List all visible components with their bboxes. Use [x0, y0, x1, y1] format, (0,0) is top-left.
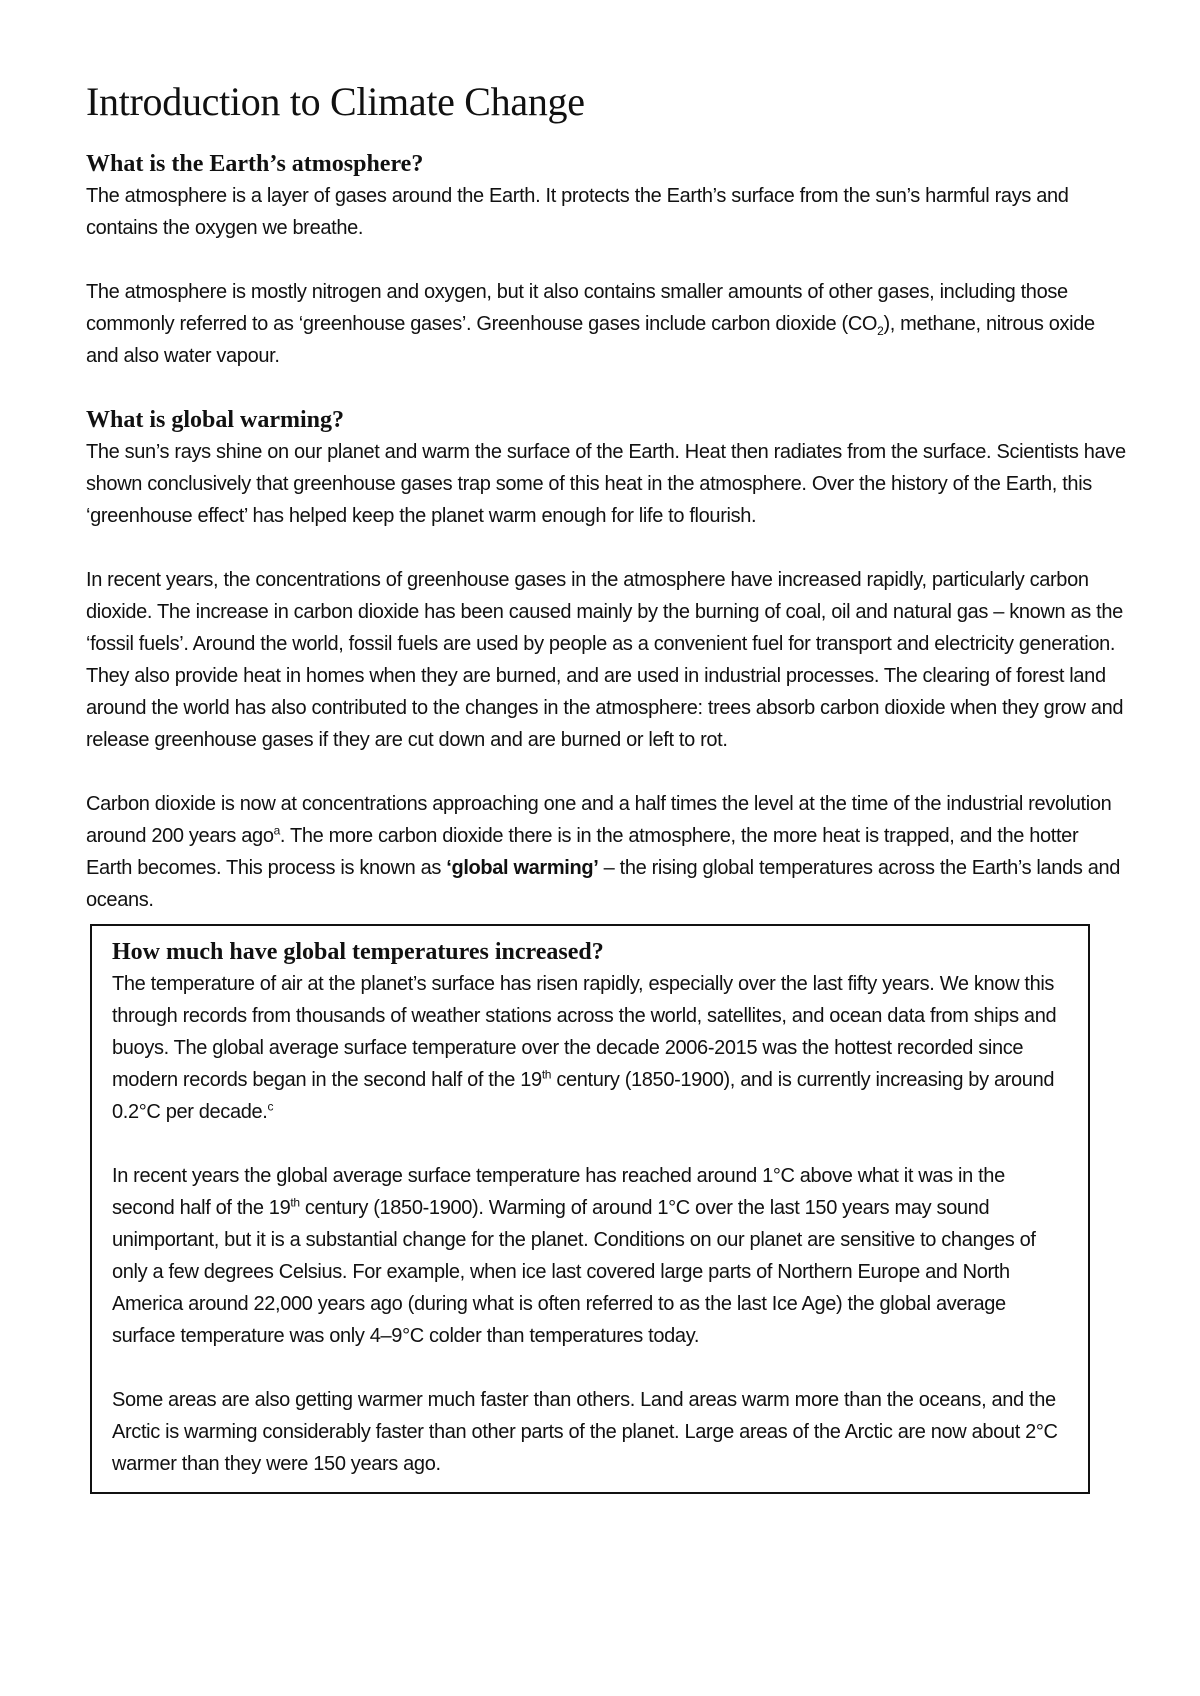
global-warming-paragraph-1: The sun’s rays shine on our planet and warm the surface of the Earth. Heat then radiates from the surface. Scientists have shown conclusively that greenhouse gases trap some of this heat in the atmosphere. Over the history of the Earth, this ‘greenhouse effect’ has helped keep the planet warm enough for life to flourish. — [86, 441, 1126, 527]
global-warming-paragraph-2: In recent years, the concentrations of greenhouse gases in the atmosphere have increased rapidly, particularly carbon dioxide. The increase in carbon dioxide has been caused mainly by the burning of coal, oil and natural gas – known as the ‘fossil fuels’. Around the world, fossil fuels are used by people as a convenient fuel for transport and electricity generation. They also provide heat in homes when they are burned, and are used in industrial processes. The clearing of forest land around the world has also contributed to the changes in the atmosphere: trees absorb carbon dioxide when they grow and release greenhouse gases if they are cut down and are burned or left to rot. — [86, 569, 1124, 751]
atmosphere-paragraph-2 — [86, 276, 1126, 372]
footnote-c-marker: c — [267, 1099, 274, 1114]
document-page — [86, 78, 1126, 1494]
box-paragraph-1-text-a: The temperature of air at the planet’s surface has risen rapidly, especially over the last fifty years. We know this through records from thousands of weather stations across the world, satellites, and ocean data from ships and buoys. The global average surface temperature over the decade 2006-2015 was the hottest recorded since modern records began in the second half of the 19 — [112, 973, 1057, 1091]
global-warming-paragraph-3-text-c: – the rising global temperatures across the Earth’s lands and oceans. — [86, 857, 1121, 911]
co2-subscript: 2 — [877, 324, 884, 338]
ordinal-suffix: th — [541, 1067, 552, 1082]
box-paragraph-2-text-a: In recent years the global average surface temperature has reached around 1°C above what it was in the second half of the 19 — [112, 1165, 1005, 1219]
box-paragraph-1-text-b: century (1850-1900), and is currently increasing by around 0.2°C per decade. — [112, 1069, 1055, 1123]
box-paragraph-2-text-b: century (1850-1900). Warming of around 1°C over the last 150 years may sound unimportant, but it is a substantial change for the planet. Conditions on our planet are sensitive to changes of only a few degrees Celsius. For example, when ice last covered large parts of Northern Europe and North America around 22,000 years ago (during what is often referred to as the last Ice Age) the global average surface temperature was only 4–9°C colder than temperatures today. — [112, 1197, 1036, 1347]
atmosphere-paragraph-2-text-b: ), methane, nitrous oxide and also water vapour. — [86, 313, 1095, 367]
section-heading-global-warming: What is global warming? — [86, 407, 345, 433]
atmosphere-paragraph-1: The atmosphere is a layer of gases around the Earth. It protects the Earth’s surface from the sun’s harmful rays and contains the oxygen we breathe. — [86, 185, 1069, 239]
footnote-a-marker: a — [273, 823, 280, 838]
box-paragraph-3: Some areas are also getting warmer much faster than others. Land areas warm more than the oceans, and the Arctic is warming considerably faster than other parts of the planet. Large areas of the Arctic are now about 2°C warmer than they were 150 years ago. — [112, 1389, 1058, 1475]
global-warming-paragraph-3-text-a: Carbon dioxide is now at concentrations approaching one and a half times the level at the time of the industrial revolution around 200 years ago — [86, 793, 1112, 847]
box-paragraph-2 — [112, 1160, 1072, 1352]
global-warming-paragraph-3-text-b: . The more carbon dioxide there is in the atmosphere, the more heat is trapped, and the hotter Earth becomes. This process is known as — [86, 825, 1079, 879]
global-warming-paragraph-3 — [86, 788, 1126, 916]
section-global-warming — [86, 404, 1126, 916]
global-warming-term: ‘global warming’ — [446, 857, 599, 879]
box-paragraph-1 — [112, 968, 1072, 1128]
atmosphere-paragraph-2-text-a: The atmosphere is mostly nitrogen and oxygen, but it also contains smaller amounts of other gases, including those commonly referred to as ‘greenhouse gases’. Greenhouse gases include carbon dioxide (CO — [86, 281, 1068, 335]
ordinal-suffix: th — [290, 1195, 300, 1210]
section-atmosphere — [86, 148, 1126, 372]
document-title: Introduction to Climate Change — [86, 79, 585, 124]
temperature-info-box — [90, 924, 1090, 1494]
section-heading-atmosphere: What is the Earth’s atmosphere? — [86, 151, 424, 177]
box-heading: How much have global temperatures increased? — [112, 939, 604, 965]
